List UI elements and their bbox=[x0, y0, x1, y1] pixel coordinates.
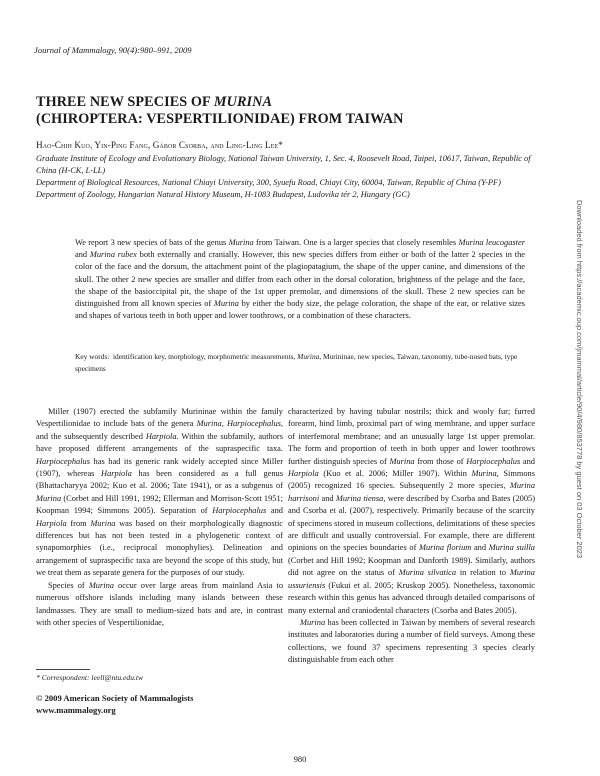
affiliation: Department of Zoology, Hungarian Natural History Museum, H-1083 Budapest, Ludovika tér 2, Hungary (GC) bbox=[36, 189, 410, 199]
keywords-label: Key words: bbox=[75, 352, 110, 361]
affiliation: Graduate Institute of Ecology and Evolutionary Biology, National Taiwan University, 1, Sec. 4, Roosevelt Road, Taipei, 10617, Taiwan, Republic of China (H-CK, L-LL) bbox=[36, 154, 531, 175]
body-column-left bbox=[36, 406, 283, 629]
keywords: Key words: identification key, morphology, morphometric measurements, Murina, Murininae, new species, Taiwan, taxonomy, tube-nosed bats, type specimens bbox=[75, 352, 518, 373]
copyright-block bbox=[36, 693, 194, 716]
body-paragraph: characterized by having tubular nostrils; thick and wooly fur; furred forearm, hind limb, proximal part of wing membrane, and upper surface of interfemoral membrane; and an unusually large 1st upper premolar. The form and proportion of teeth in both upper and lower toothrows further distinguish species of Murina from those of Harpiocephalus and Harpiola (Kuo et al. 2006; Miller 1907). Within Murina, Simmons (2005) recognized 16 species. Subsequently 2 more species, Murina harrisoni and Murina tiensa, were described by Csorba and Bates (2005) and Csorba et al. (2007), respectively. Primarily because of the scarcity of specimens stored in museum collections, delimitations of these species are difficult and usually controversial. For example, there are different opinions on the species boundaries of Murina florium and Murina suilla (Corbet and Hill 1992; Koopman and Danforth 1989). Similarly, authors did not agree on the status of Murina silvatica in relation to Murina ussuriensis (Fukui et al. 2005; Kruskop 2005). Nonetheless, taxonomic research within this genus has advanced through detailed comparisons of many external and craniodental characters (Csorba and Bates 2005). bbox=[288, 407, 536, 615]
body-paragraph: Murina has been collected in Taiwan by members of several research institutes and laboratories during a number of field surveys. Among these collections, we found 37 specimens representing 3 species clearly distinguishable from each other bbox=[288, 617, 535, 665]
correspondent-footnote: * Correspondent: leell@ntu.edu.tw bbox=[36, 673, 144, 682]
body-paragraph: Miller (1907) erected the subfamily Murininae within the family Vespertilionidae to include bats of the genera Murina, Harpiocephalus, and the subsequently described Harpiola. Within the subfamily, authors have proposed different arrangements of the supraspecific taxa. Harpiocephalus has had its generic rank widely accepted since Miller (1907), whereas Harpiola has been considered as a full genus (Bhattacharyya 2002; Kuo et al. 2006; Tate 1941), or as a subgenus of Murina (Corbet and Hill 1991, 1992; Ellerman and Morrison-Scott 1951; Koopman 1994; Simmons 2005). Separation of Harpiocephalus and Harpiola from Murina was based on their morphologically diagnostic differences but has not been tested in a phylogenetic context of synapomorphies (i.e., reciprocal monophylies). Delineation and arrangement of supraspecific taxa are beyond the scope of this study, but we treat them as separate genera for the purposes of our study. bbox=[36, 407, 283, 578]
society-website-link[interactable]: www.mammalogy.org bbox=[36, 704, 116, 715]
author-list: Hao-Chih Kuo, Yin-Ping Fang, Gábor Csorba, and Ling-Ling Lee* bbox=[36, 140, 283, 150]
affiliations bbox=[36, 153, 544, 201]
journal-citation: Journal of Mammalogy, 90(4):980–991, 2009 bbox=[34, 45, 192, 55]
body-paragraph: Species of Murina occur over large areas from mainland Asia to numerous offshore islands including many islands between these landmasses. They are small to medium-sized bats and are, in contrast with other species of Vespertilionidae, bbox=[36, 580, 284, 627]
affiliation: Department of Biological Resources, National Chiayi University, 300, Syuefu Road, Chiayi City, 60004, Taiwan, Republic of China (Y-PF) bbox=[36, 177, 501, 187]
article-title bbox=[36, 94, 556, 128]
download-watermark-text: Downloaded from https://academic.oup.com/jmammal/article/90/4/980/853778 by guest on 03 October 2023 bbox=[575, 200, 584, 559]
abstract: We report 3 new species of bats of the genus Murina from Taiwan. One is a larger species that closely resembles Murina leucogaster and Murina rubex both externally and cranially. However, this new species differs from either or both of the latter 2 species in the color of the face and the dorsum, the attachment point of the plagiopatagium, the shape of the upper canine, and dimensions of the skull. The other 2 new species are smaller and differ from each other in the dorsal coloration, brightness of the pelage and the face, the shape of the basioccipital pit, the shape of the 1st upper premolar, and dimensions of the skull. These 2 new species can be distinguished from all known species of Murina by either the body size, the pelage coloration, the shape of the ear, or relative sizes and shapes of various teeth in both upper and lower toothrows, or a combination of these characters. bbox=[75, 238, 526, 321]
title-line-2: (CHIROPTERA: VESPERTILIONIDAE) FROM TAIWAN bbox=[36, 111, 404, 127]
body-column-right bbox=[288, 406, 535, 667]
download-watermark bbox=[574, 200, 588, 620]
copyright-line: © 2009 American Society of Mammalogists bbox=[36, 693, 194, 703]
footnote-divider bbox=[36, 669, 90, 670]
title-line-1: THREE NEW SPECIES OF MURINA bbox=[36, 94, 273, 110]
page-number: 980 bbox=[293, 755, 307, 764]
